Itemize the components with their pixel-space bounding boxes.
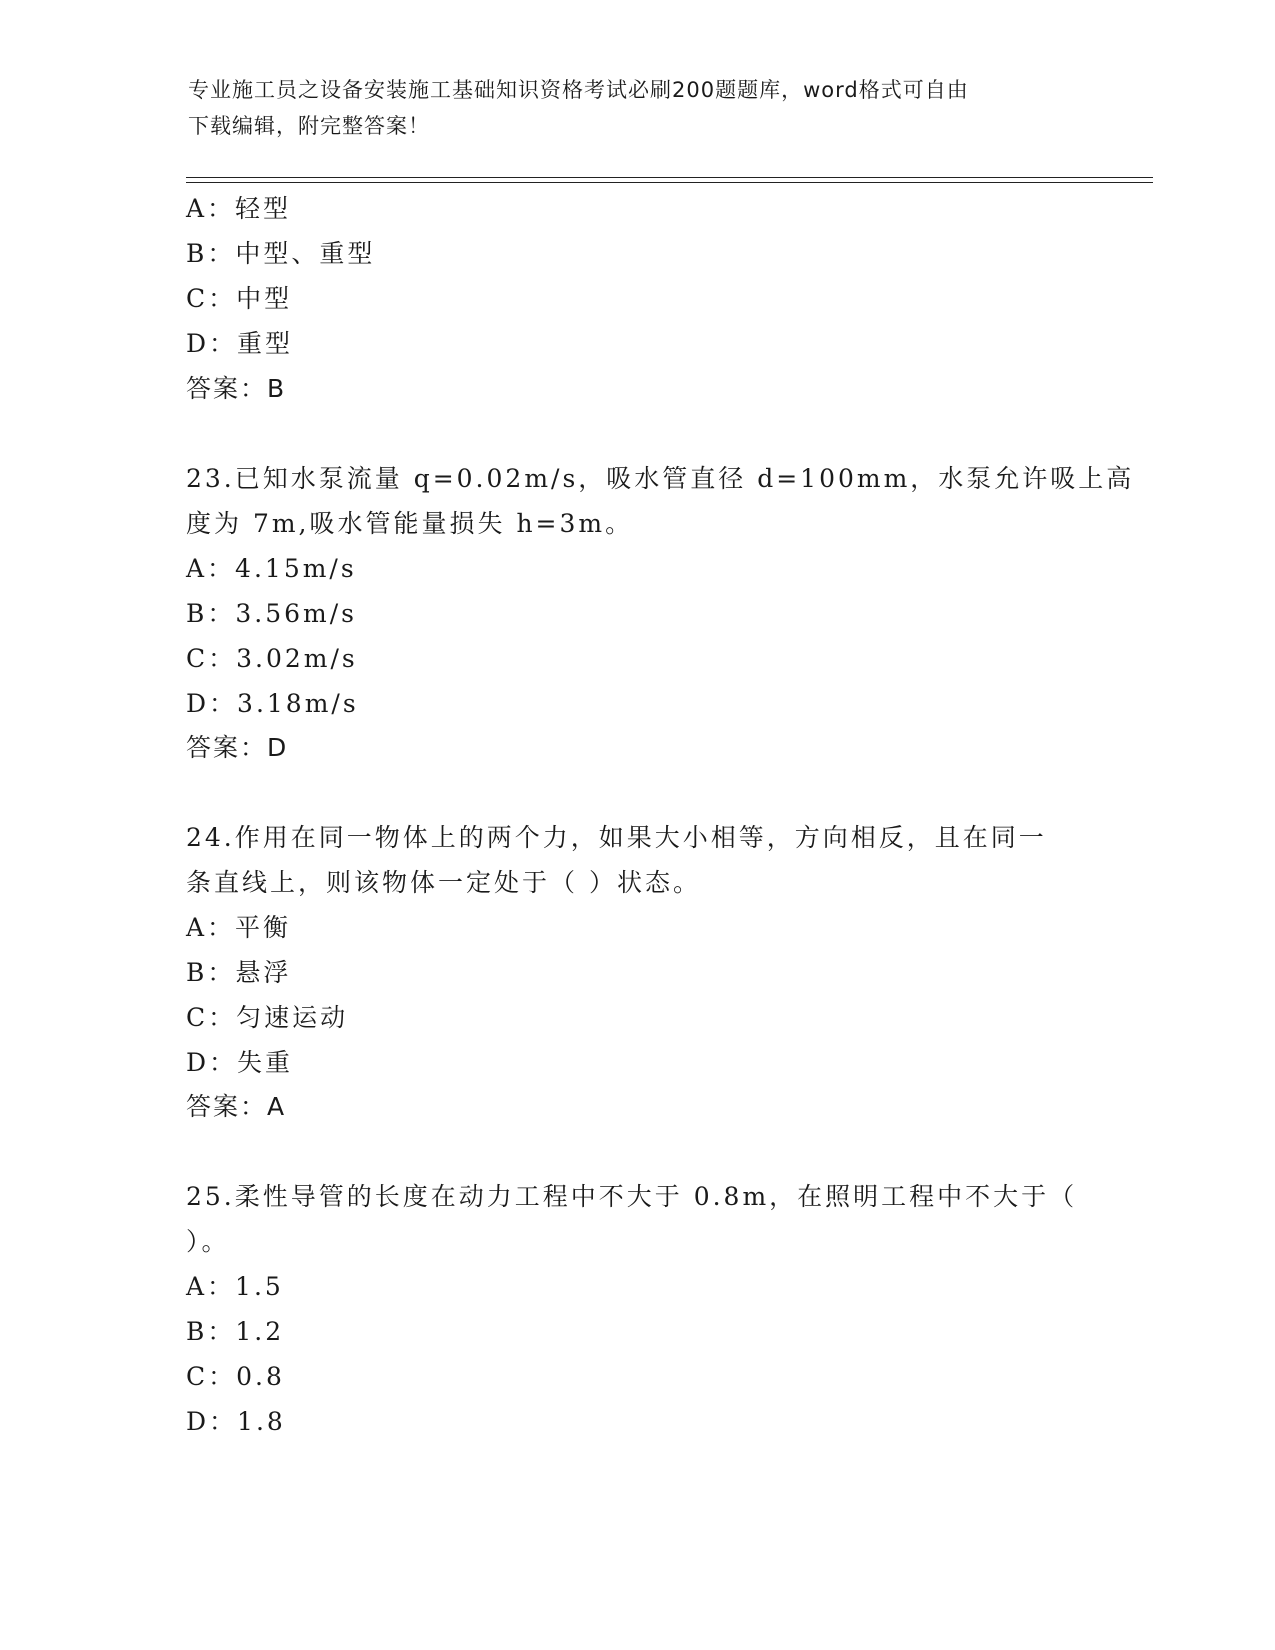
q22-option-b: B：中型、重型 <box>186 239 376 268</box>
q25-option-c: C：0.8 <box>186 1362 285 1391</box>
q24-stem-line-2: 条直线上，则该物体一定处于（ ）状态。 <box>186 868 701 897</box>
q23-option-b: B：3.56m/s <box>186 599 357 628</box>
q23-stem-line-1: 23.已知水泵流量 q=0.02m/s，吸水管直径 d=100mm，水泵允许吸上高 <box>186 464 1135 493</box>
header-line-2: 下载编辑，附完整答案！ <box>188 114 430 138</box>
q22-option-c: C：中型 <box>186 284 293 313</box>
q25-stem-line-2: ）。 <box>186 1227 230 1256</box>
q25-stem-line-1: 25.柔性导管的长度在动力工程中不大于 0.8m，在照明工程中不大于（ <box>186 1182 1078 1211</box>
q22-answer: 答案：B <box>186 374 287 403</box>
q22-option-d: D：重型 <box>186 329 294 358</box>
header-divider-bottom <box>186 182 1153 183</box>
q24-stem-line-1: 24.作用在同一物体上的两个力，如果大小相等，方向相反，且在同一 <box>186 823 1047 852</box>
q24-option-d: D：失重 <box>186 1048 294 1077</box>
q23-option-c: C：3.02m/s <box>186 644 358 673</box>
q24-option-a: A：平衡 <box>186 913 292 942</box>
document-header <box>188 72 1088 144</box>
q23-stem-line-2: 度为 7m,吸水管能量损失 h=3m。 <box>186 509 634 538</box>
q23-option-d: D：3.18m/s <box>186 689 359 718</box>
header-line-1: 专业施工员之设备安装施工基础知识资格考试必刷200题题库，word格式可自由 <box>188 78 969 102</box>
q24-option-c: C：匀速运动 <box>186 1003 349 1032</box>
q25-option-a: A：1.5 <box>186 1272 284 1301</box>
q25-option-d: D：1.8 <box>186 1407 286 1436</box>
q24-option-b: B：悬浮 <box>186 958 292 987</box>
q23-option-a: A：4.15m/s <box>186 554 357 583</box>
q23-answer: 答案：D <box>186 733 289 762</box>
header-divider-top <box>186 177 1153 178</box>
q25-option-b: B：1.2 <box>186 1317 285 1346</box>
q22-option-a: A：轻型 <box>186 194 292 223</box>
q24-answer: 答案：A <box>186 1092 287 1121</box>
